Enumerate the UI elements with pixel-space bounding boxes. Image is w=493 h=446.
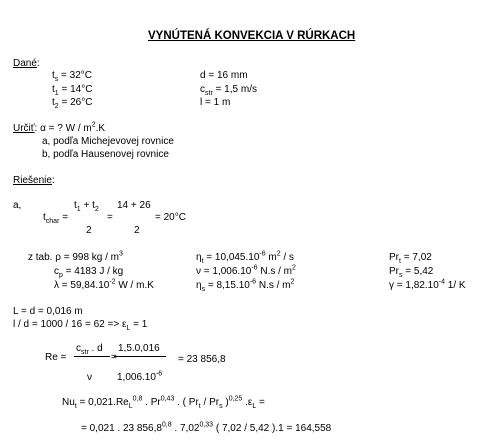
given-l: l = 1 m (200, 97, 231, 108)
solution-a-label: a, (13, 200, 22, 211)
tchar-denominator-2: 2 (134, 225, 140, 236)
nu-line-2: = 0,021 . 23 856,8$^{0,8}$ . 7,02$^{0,33}$ ( 7,02 / 5,42 ).1 = 164,558 (81, 421, 332, 434)
prop-pr-s: $Pr_s = 5,42$ (389, 266, 434, 279)
nu-line-1: $Nu_t = 0,021.Re_L^{0,8}$ . Pr$^{0,43}$ . ( $Pr_t / Pr_s$ )$^{0,25}$ $.\varepsilon_L$ = (62, 395, 265, 410)
given-heading: Dané: (13, 58, 40, 69)
re-denominator-2: $1,006.10^{-6}$ (117, 370, 163, 383)
prop-eta-t: $\eta_t = 10,045.10^{-6}$ $m^2$ / s (196, 250, 294, 265)
re-numerator-2: 1,5.0,016 (118, 343, 160, 354)
given-t2: $t_2 = 26^\circ C$ (52, 97, 93, 110)
re-denominator-1: ν (87, 372, 92, 383)
prop-nu: $\nu = 1,006.10^{-6}$ $N.s / m^2$ (196, 264, 296, 277)
given-t1: $t_1 = 14^\circ C$ (52, 84, 93, 97)
tchar-lhs: $t_{char}$ = (43, 212, 69, 225)
prop-eta-s: $\eta_s = 8,15.10^{-6}$ $N.s / m^2$ (196, 278, 295, 293)
re-eq: = (111, 352, 117, 363)
re-fraction-bar-1 (74, 356, 110, 357)
length-line-1: L = d = 0,016 m (13, 306, 83, 317)
tchar-denominator-1: 2 (86, 225, 92, 236)
determine-line: Určiť: α = ? W / $m^2.K$ (13, 121, 106, 134)
length-line-2: $l / d = 1000 / 16 = 62 => \varepsilon_L = 1$ (13, 319, 148, 332)
solution-heading: Riešenie: (13, 175, 55, 186)
given-d: d = 16 mm (200, 70, 248, 81)
determine-item-b: b, podľa Hausenovej rovnice (42, 149, 169, 160)
tchar-numerator-values: 14 + 26 (117, 200, 151, 211)
tchar-numerator: $t_1 + t_2$ (74, 200, 99, 213)
determine-item-a: a, podľa Michejevovej rovnice (42, 136, 174, 147)
re-lhs: Re = (45, 352, 67, 363)
re-numerator-1: $c_{str}$ . d (76, 343, 103, 356)
re-fraction-bar-2 (114, 356, 166, 357)
prop-gamma: $\gamma = 1,82.10^{-4}$ 1/ K (389, 278, 466, 291)
prop-lambda: $\lambda = 59,84.10^{-2}$ W / m.K (54, 278, 154, 291)
page-title: VYNÚTENÁ KONVEKCIA V RÚRKACH (148, 30, 356, 42)
tchar-result: = 20°C (155, 212, 186, 223)
prop-cp: $c_p = 4183$ J / kg (54, 266, 124, 279)
prop-pr-t: $Pr_t = 7,02$ (389, 252, 432, 265)
re-result: = 23 856,8 (178, 354, 226, 365)
given-cstr: $c_{str} = 1,5$ m/s (200, 84, 257, 97)
tchar-eq: = (107, 212, 113, 223)
prop-rho: z tab. ρ = 998 kg / $m^3$ (28, 250, 123, 263)
given-ts: $t_s = 32^\circ C$ (52, 70, 93, 83)
